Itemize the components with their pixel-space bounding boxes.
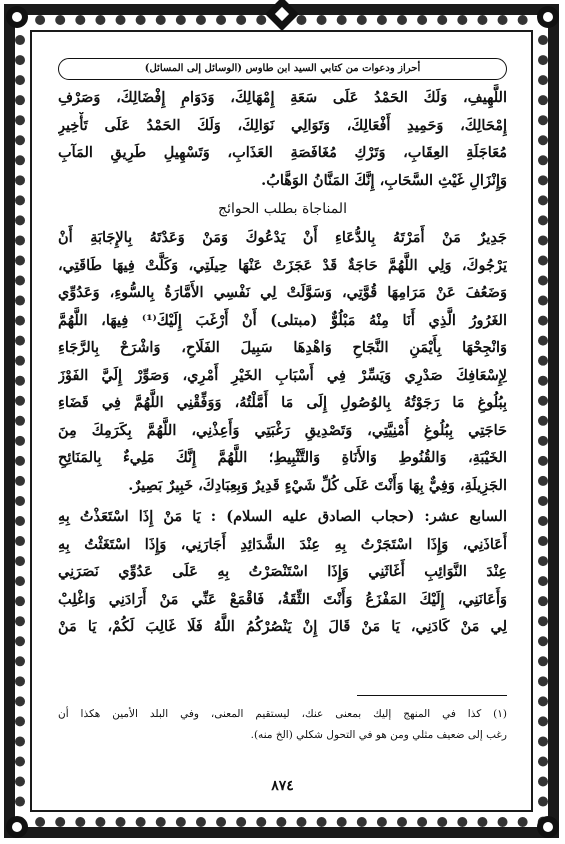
text-line: الغَرُورُ الَّذِي أَنَا مِنْهُ مَبْلُوٌّ (مبتلى) أَنْ أَرْغَبَ إِلَيْكَ⁽¹⁾ فِيهَا، اللَّهُمَّ	[58, 311, 507, 329]
text-line: مُعَاجَلَةِ العِقَابِ، وَتَرْكِ مُغَافَصَةِ العَذَابِ، وَتَسْهِيلِ طَرِيقِ المَآبِ	[58, 144, 507, 161]
footnote-line: (١) كذا في المنهج إليك بمعنى عنك، ليستقيم المعنى، وفي البلد الأمين هكذا أن	[58, 708, 507, 720]
text-line: وَإِنْزَالِ غَيْثِ السَّحَابِ، إِنَّكَ المَنَّانُ الوَهَّابُ.	[261, 171, 507, 189]
text-line: جَدِيرٌ مَنْ أَمَرْتَهُ بِالدُّعَاءِ أَنْ يَدْعُوكَ وَمَنْ وَعَدْتَهُ بِالإِجَابَةِ أَنْ	[58, 229, 507, 246]
text-line: إِمْحَالِكَ، وَحَمِيدِ أَفْعَالِكَ، وَتَوَالِي نَوَالِكَ، وَلَكَ الحَمْدُ عَلَى تَأْخِيرِ	[58, 116, 507, 134]
text-line: الجَزِيلَةِ، وَفِيٌّ بِهَا وَأَنْتَ عَلَى كُلِّ شَيْءٍ قَدِيرٌ وَبِعِبَادِكَ، خَبِيرٌ بَصِيرٌ.	[128, 476, 507, 494]
page-content	[58, 38, 507, 808]
text-line: لِإِسْعَافِكَ صَدْرِي وَيَسِّرْ فِي أَسْبَابِ الخَيْرِ أَمْرِي، وَصَوِّرْ إِلَيَّ الفَوْزَ	[58, 366, 507, 384]
section-heading: المناجاة بطلب الحوائج	[218, 201, 347, 217]
corner-ornament-icon	[6, 816, 28, 838]
corner-ornament-icon	[537, 816, 559, 838]
main-text	[58, 84, 507, 641]
text-line: وَأَعَانَنِي، إِلَيْكَ المَفْزَعُ وَأَنْتَ الثِّقَةُ، فَاقْمَعْ عَنِّي مَنْ أَرَادَنِي وَاغْلِبْ	[58, 590, 507, 608]
footnote-line: رغب إلى ضعيف مثلي ومن هو في التحول شكلي (الخ منه).	[250, 729, 507, 741]
footnote	[58, 704, 507, 746]
footnote-separator	[357, 695, 507, 696]
text-line: عِنْدَ النَّوَائِبِ أَغَاثَنِي وَإِذَا اسْتَنْصَرْتُ بِهِ عَلَى عَدُوِّي نَصَرَنِي	[58, 563, 507, 580]
text-line: الخَيْبَةِ، وَالقُنُوطِ وَالأَنَاةِ وَالتَّثْبِيطِ؛ اللَّهُمَّ إِنَّكَ مَلِيءٌ بِالمَنَائِحِ	[58, 449, 507, 466]
text-line: السابع عشر: (حجاب الصادق عليه السلام) : يَا مَنْ إِذَا اسْتَعَذْتُ بِهِ	[58, 508, 507, 525]
text-line: لِي مَنْ كَادَنِي، يَا مَنْ قَالَ إِنْ يَنْصُرْكُمُ اللَّهُ فَلَا غَالِبَ لَكُمْ، يَا مَنْ	[58, 618, 507, 635]
page-number: ٨٧٤	[271, 778, 294, 794]
text-line: يَرْجُوكَ، وَلِي اللَّهُمَّ حَاجَةٌ قَدْ عَجَزَتْ عَنْهَا حِيلَتِي، وَكَلَّتْ فِيهَا طَاقَتِي،	[58, 256, 507, 274]
text-line: أَعَاذَنِي، وَإِذَا اسْتَجَرْتُ بِهِ عِنْدَ الشَّدَائِدِ أَجَارَنِي، وَإِذَا اسْتَغَثْتُ بِهِ	[58, 535, 507, 553]
text-line: وَضَعُفَ عَنْ مَرَامِهَا قُوَّتِي، وَسَوَّلَتْ لِي نَفْسِي الأَمَّارَةُ بِالسُّوءِ، وَعَدُوِّي	[58, 284, 507, 301]
running-header: أحراز ودعوات من كتابي السيد ابن طاوس (الوسائل إلى المسائل)	[58, 58, 507, 80]
text-line: بِبُلُوغِ مَا رَجَوْتُهُ بِالوُصُولِ إِلَى مَا أَمَّلْتُهُ، وَوَفِّقْنِي اللَّهُمَّ فِي قَضَاءِ	[58, 394, 507, 411]
corner-ornament-icon	[6, 6, 28, 28]
corner-ornament-icon	[537, 6, 559, 28]
text-line: حَاجَتِي بِبُلُوغِ أُمْنِيَّتِي، وَتَصْدِيقِ رَغْبَتِي وَأَعِذْنِي، اللَّهُمَّ بِكَرَمِكَ مِنَ	[58, 421, 507, 439]
text-line: وَانْجِحْهَا بِأَيْمَنِ النَّجَاحِ وَاهْدِهَا سَبِيلَ الفَلَاحِ، وَاشْرَحْ بِالرَّجَاءِ	[58, 339, 507, 356]
text-line: اللَّهِيفِ، وَلَكَ الحَمْدُ عَلَى سَعَةِ إِمْهَالِكَ، وَدَوَامِ إِفْضَالِكَ، وَصَرْفِ	[58, 89, 507, 106]
